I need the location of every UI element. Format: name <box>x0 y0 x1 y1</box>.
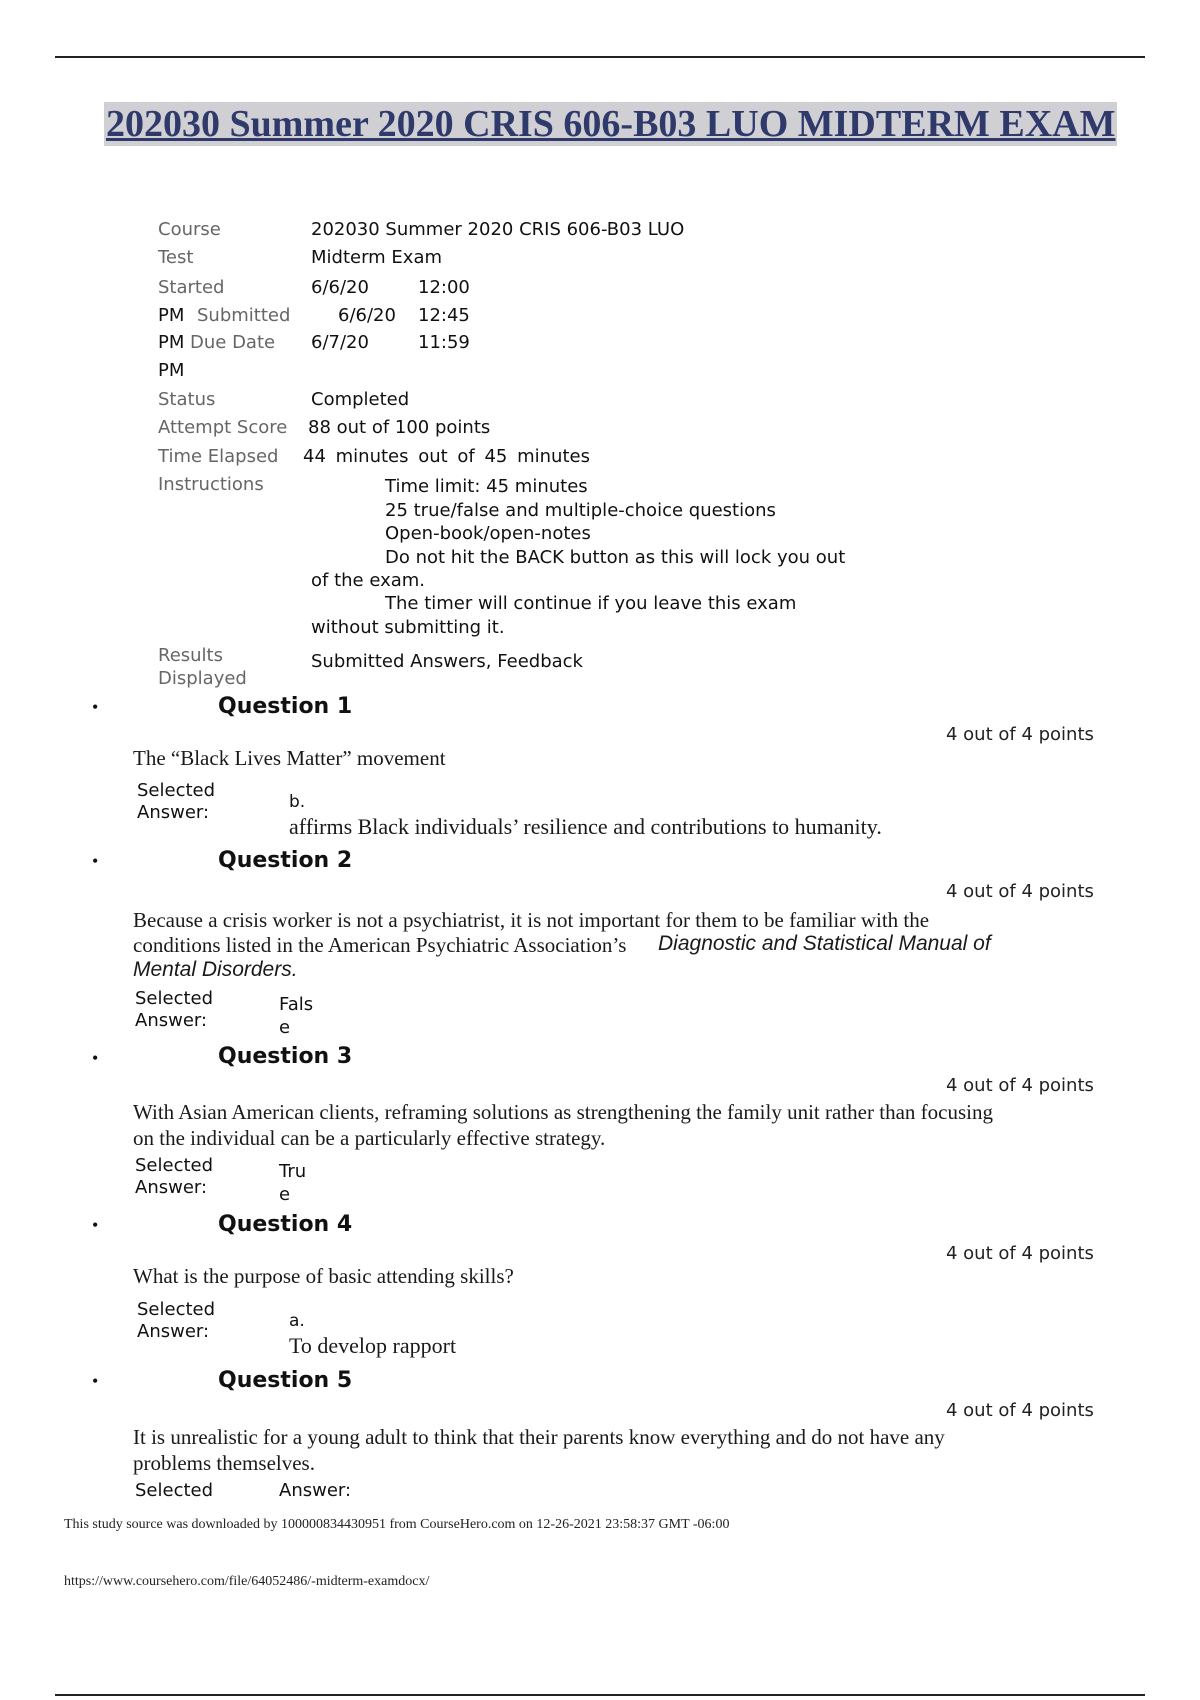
bullet: • <box>92 1371 99 1391</box>
attempt-score-label: Attempt Score <box>158 417 288 438</box>
answer-letter: a. <box>289 1311 305 1331</box>
question-text: The “Black Lives Matter” movement <box>133 746 446 770</box>
question-text-italic: Mental Disorders. <box>133 958 298 981</box>
course-value: 202030 Summer 2020 CRIS 606-B03 LUO <box>311 219 685 240</box>
question-text-line: It is unrealistic for a young adult to think that their parents know everything and do not have any <box>133 1425 945 1449</box>
status-label: Status <box>158 389 216 410</box>
answer-text: Tru <box>279 1161 307 1182</box>
instructions-label: Instructions <box>158 474 264 495</box>
selected-answer-label-1: Selected <box>135 988 214 1009</box>
submitted-date: 6/6/20 <box>338 305 396 326</box>
selected-answer-label-2: Answer: <box>135 1177 208 1198</box>
answer-text: Fals <box>279 994 314 1015</box>
course-label: Course <box>158 219 221 240</box>
question-heading: Question 4 <box>218 1212 353 1237</box>
answer-text-wrap: e <box>279 1017 291 1038</box>
selected-answer-label-2: Answer: <box>137 802 210 823</box>
instruction-line: without submitting it. <box>311 617 505 638</box>
submitted-time: 12:45 <box>418 305 470 326</box>
question-heading: Question 2 <box>218 848 353 873</box>
question-points: 4 out of 4 points <box>946 1075 1094 1096</box>
due-date-label: Due Date <box>190 332 276 353</box>
status-value: Completed <box>311 389 410 410</box>
selected-answer-label-2: Answer: <box>137 1321 210 1342</box>
question-text-line: conditions listed in the American Psychiatric Association’s <box>133 933 627 957</box>
test-value: Midterm Exam <box>311 247 443 268</box>
started-time: 12:00 <box>418 277 470 298</box>
selected-answer-label-2: Answer: <box>135 1010 208 1031</box>
question-text-line: on the individual can be a particularly effective strategy. <box>133 1126 606 1150</box>
source-url[interactable]: https://www.coursehero.com/file/64052486/-midterm-examdocx/ <box>64 1574 430 1589</box>
selected-answer-label-1: Selected <box>137 780 216 801</box>
instruction-line: Open-book/open-notes <box>385 523 591 544</box>
question-points: 4 out of 4 points <box>946 1243 1094 1264</box>
due-pm: PM <box>158 360 185 381</box>
time-elapsed-label: Time Elapsed <box>158 446 279 467</box>
started-date: 6/6/20 <box>311 277 369 298</box>
started-label: Started <box>158 277 225 298</box>
top-rule <box>55 56 1145 58</box>
due-time: 11:59 <box>418 332 470 353</box>
selected-answer-label-1: Selected <box>137 1299 216 1320</box>
results-displayed-label-2: Displayed <box>158 668 247 689</box>
instruction-line: of the exam. <box>311 570 426 591</box>
selected-answer-label-1: Selected <box>135 1480 214 1501</box>
due-date: 6/7/20 <box>311 332 369 353</box>
started-pm: PM <box>158 305 185 326</box>
attempt-score-value: 88 out of 100 points <box>308 417 491 438</box>
instruction-line: Do not hit the BACK button as this will lock you out <box>385 547 846 568</box>
question-heading: Question 5 <box>218 1368 353 1393</box>
question-text-line: problems themselves. <box>133 1451 315 1475</box>
question-text-italic: Diagnostic and Statistical Manual of <box>658 932 991 955</box>
question-text-line: Because a crisis worker is not a psychiatrist, it is not important for them to be familiar with the <box>133 908 930 932</box>
question-points: 4 out of 4 points <box>946 881 1094 902</box>
answer-text: affirms Black individuals’ resilience and contributions to humanity. <box>289 814 882 839</box>
download-notice: This study source was downloaded by 100000834430951 from CourseHero.com on 12-26-2021 23:58:37 GMT -06:00 <box>64 1517 730 1532</box>
selected-answer-label-2: Answer: <box>279 1480 352 1501</box>
bullet: • <box>92 1048 99 1068</box>
instruction-line: The timer will continue if you leave this exam <box>385 593 797 614</box>
bullet: • <box>92 851 99 871</box>
selected-answer-label-1: Selected <box>135 1155 214 1176</box>
bullet: • <box>92 1215 99 1235</box>
question-heading: Question 3 <box>218 1044 353 1069</box>
page-title: 202030 Summer 2020 CRIS 606-B03 LUO MIDTERM EXAM <box>106 103 1116 145</box>
answer-letter: b. <box>289 792 306 812</box>
bottom-rule <box>55 1694 1145 1696</box>
instruction-line: 25 true/false and multiple-choice questions <box>385 500 776 521</box>
submitted-label: Submitted <box>197 305 291 326</box>
question-points: 4 out of 4 points <box>946 724 1094 745</box>
question-text: What is the purpose of basic attending skills? <box>133 1264 514 1288</box>
submitted-pm: PM <box>158 332 185 353</box>
test-label: Test <box>158 247 194 268</box>
question-heading: Question 1 <box>218 694 353 719</box>
answer-text-wrap: e <box>279 1184 291 1205</box>
question-text-line: With Asian American clients, reframing solutions as strengthening the family unit rather than focusing <box>133 1100 993 1124</box>
results-displayed-label-1: Results <box>158 645 223 666</box>
bullet: • <box>92 697 99 717</box>
instruction-line: Time limit: 45 minutes <box>385 476 588 497</box>
results-displayed-value: Submitted Answers, Feedback <box>311 651 583 672</box>
question-points: 4 out of 4 points <box>946 1400 1094 1421</box>
time-elapsed-value: 44 minutes out of 45 minutes <box>303 446 590 467</box>
answer-text: To develop rapport <box>289 1333 457 1358</box>
